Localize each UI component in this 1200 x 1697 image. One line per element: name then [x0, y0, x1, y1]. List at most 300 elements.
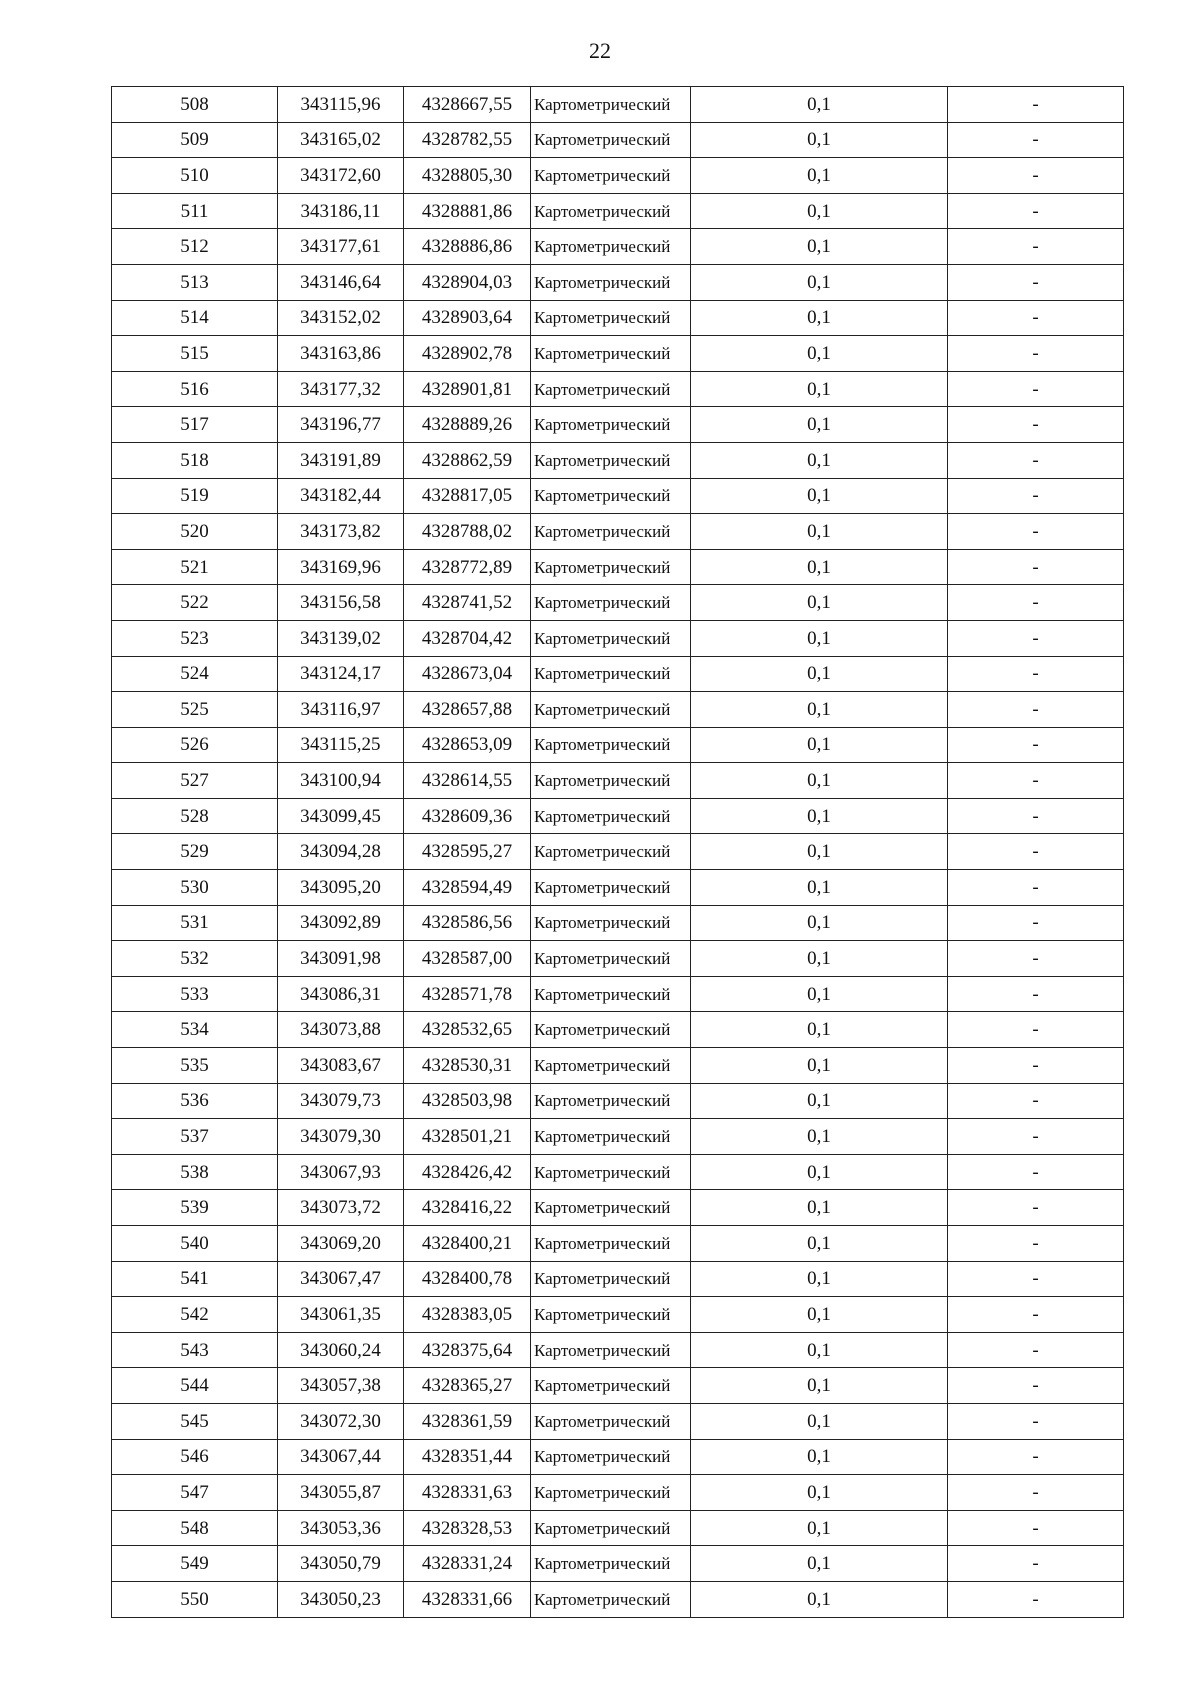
accuracy-cell: 0,1: [691, 229, 948, 265]
accuracy-cell: 0,1: [691, 1154, 948, 1190]
x-coordinate-cell: 343116,97: [278, 692, 404, 728]
accuracy-cell: 0,1: [691, 798, 948, 834]
y-coordinate-cell: 4328331,66: [404, 1581, 531, 1617]
method-cell: Картометрический: [531, 193, 691, 229]
table-row: [112, 549, 1124, 585]
method-cell: Картометрический: [531, 905, 691, 941]
point-number-cell: 540: [112, 1226, 278, 1262]
note-cell: -: [948, 1119, 1124, 1155]
method-cell: Картометрический: [531, 1546, 691, 1582]
x-coordinate-cell: 343057,38: [278, 1368, 404, 1404]
table-row: [112, 976, 1124, 1012]
x-coordinate-cell: 343169,96: [278, 549, 404, 585]
method-cell: Картометрический: [531, 976, 691, 1012]
method-cell: Картометрический: [531, 1048, 691, 1084]
point-number-cell: 545: [112, 1403, 278, 1439]
y-coordinate-cell: 4328881,86: [404, 193, 531, 229]
point-number-cell: 513: [112, 264, 278, 300]
x-coordinate-cell: 343099,45: [278, 798, 404, 834]
note-cell: -: [948, 1546, 1124, 1582]
x-coordinate-cell: 343152,02: [278, 300, 404, 336]
table-row: [112, 727, 1124, 763]
accuracy-cell: 0,1: [691, 1510, 948, 1546]
note-cell: -: [948, 870, 1124, 906]
x-coordinate-cell: 343156,58: [278, 585, 404, 621]
x-coordinate-cell: 343073,72: [278, 1190, 404, 1226]
accuracy-cell: 0,1: [691, 727, 948, 763]
method-cell: Картометрический: [531, 656, 691, 692]
table-row: [112, 193, 1124, 229]
y-coordinate-cell: 4328331,63: [404, 1475, 531, 1511]
point-number-cell: 544: [112, 1368, 278, 1404]
note-cell: -: [948, 122, 1124, 158]
y-coordinate-cell: 4328889,26: [404, 407, 531, 443]
accuracy-cell: 0,1: [691, 300, 948, 336]
accuracy-cell: 0,1: [691, 1297, 948, 1333]
y-coordinate-cell: 4328609,36: [404, 798, 531, 834]
x-coordinate-cell: 343115,25: [278, 727, 404, 763]
table-row: [112, 1439, 1124, 1475]
point-number-cell: 517: [112, 407, 278, 443]
point-number-cell: 520: [112, 514, 278, 550]
method-cell: Картометрический: [531, 1226, 691, 1262]
table-row: [112, 1581, 1124, 1617]
table-row: [112, 122, 1124, 158]
note-cell: -: [948, 549, 1124, 585]
note-cell: -: [948, 1154, 1124, 1190]
x-coordinate-cell: 343060,24: [278, 1332, 404, 1368]
method-cell: Картометрический: [531, 158, 691, 194]
method-cell: Картометрический: [531, 1012, 691, 1048]
accuracy-cell: 0,1: [691, 193, 948, 229]
note-cell: -: [948, 87, 1124, 123]
x-coordinate-cell: 343177,32: [278, 371, 404, 407]
point-number-cell: 526: [112, 727, 278, 763]
method-cell: Картометрический: [531, 122, 691, 158]
accuracy-cell: 0,1: [691, 1546, 948, 1582]
accuracy-cell: 0,1: [691, 1048, 948, 1084]
note-cell: -: [948, 941, 1124, 977]
y-coordinate-cell: 4328416,22: [404, 1190, 531, 1226]
y-coordinate-cell: 4328772,89: [404, 549, 531, 585]
note-cell: -: [948, 1261, 1124, 1297]
coordinates-table: [111, 86, 1124, 1618]
method-cell: Картометрический: [531, 1439, 691, 1475]
point-number-cell: 530: [112, 870, 278, 906]
method-cell: Картометрический: [531, 264, 691, 300]
method-cell: Картометрический: [531, 1190, 691, 1226]
point-number-cell: 532: [112, 941, 278, 977]
note-cell: -: [948, 763, 1124, 799]
x-coordinate-cell: 343146,64: [278, 264, 404, 300]
y-coordinate-cell: 4328532,65: [404, 1012, 531, 1048]
y-coordinate-cell: 4328594,49: [404, 870, 531, 906]
x-coordinate-cell: 343055,87: [278, 1475, 404, 1511]
table-row: [112, 585, 1124, 621]
y-coordinate-cell: 4328862,59: [404, 442, 531, 478]
point-number-cell: 515: [112, 336, 278, 372]
y-coordinate-cell: 4328587,00: [404, 941, 531, 977]
table-row: [112, 1403, 1124, 1439]
accuracy-cell: 0,1: [691, 442, 948, 478]
accuracy-cell: 0,1: [691, 371, 948, 407]
table-row: [112, 442, 1124, 478]
table-row: [112, 1546, 1124, 1582]
point-number-cell: 524: [112, 656, 278, 692]
point-number-cell: 548: [112, 1510, 278, 1546]
note-cell: -: [948, 1510, 1124, 1546]
point-number-cell: 543: [112, 1332, 278, 1368]
point-number-cell: 521: [112, 549, 278, 585]
method-cell: Картометрический: [531, 1261, 691, 1297]
x-coordinate-cell: 343139,02: [278, 620, 404, 656]
table-row: [112, 692, 1124, 728]
table-row: [112, 620, 1124, 656]
table-row: [112, 1332, 1124, 1368]
accuracy-cell: 0,1: [691, 585, 948, 621]
point-number-cell: 542: [112, 1297, 278, 1333]
method-cell: Картометрический: [531, 1403, 691, 1439]
y-coordinate-cell: 4328375,64: [404, 1332, 531, 1368]
accuracy-cell: 0,1: [691, 1368, 948, 1404]
x-coordinate-cell: 343124,17: [278, 656, 404, 692]
y-coordinate-cell: 4328530,31: [404, 1048, 531, 1084]
point-number-cell: 539: [112, 1190, 278, 1226]
table-row: [112, 1475, 1124, 1511]
table-row: [112, 1012, 1124, 1048]
table-row: [112, 1190, 1124, 1226]
y-coordinate-cell: 4328503,98: [404, 1083, 531, 1119]
x-coordinate-cell: 343163,86: [278, 336, 404, 372]
y-coordinate-cell: 4328667,55: [404, 87, 531, 123]
y-coordinate-cell: 4328904,03: [404, 264, 531, 300]
accuracy-cell: 0,1: [691, 1190, 948, 1226]
point-number-cell: 536: [112, 1083, 278, 1119]
table-row: [112, 870, 1124, 906]
y-coordinate-cell: 4328805,30: [404, 158, 531, 194]
point-number-cell: 516: [112, 371, 278, 407]
x-coordinate-cell: 343182,44: [278, 478, 404, 514]
y-coordinate-cell: 4328361,59: [404, 1403, 531, 1439]
y-coordinate-cell: 4328886,86: [404, 229, 531, 265]
method-cell: Картометрический: [531, 229, 691, 265]
y-coordinate-cell: 4328657,88: [404, 692, 531, 728]
point-number-cell: 511: [112, 193, 278, 229]
method-cell: Картометрический: [531, 585, 691, 621]
method-cell: Картометрический: [531, 941, 691, 977]
method-cell: Картометрический: [531, 87, 691, 123]
table-row: [112, 1154, 1124, 1190]
x-coordinate-cell: 343191,89: [278, 442, 404, 478]
accuracy-cell: 0,1: [691, 87, 948, 123]
x-coordinate-cell: 343100,94: [278, 763, 404, 799]
x-coordinate-cell: 343069,20: [278, 1226, 404, 1262]
note-cell: -: [948, 1403, 1124, 1439]
table-row: [112, 834, 1124, 870]
method-cell: Картометрический: [531, 1510, 691, 1546]
accuracy-cell: 0,1: [691, 158, 948, 194]
x-coordinate-cell: 343053,36: [278, 1510, 404, 1546]
table-row: [112, 1083, 1124, 1119]
x-coordinate-cell: 343177,61: [278, 229, 404, 265]
note-cell: -: [948, 1475, 1124, 1511]
coordinates-table-body: [112, 87, 1124, 1618]
point-number-cell: 534: [112, 1012, 278, 1048]
table-row: [112, 1048, 1124, 1084]
note-cell: -: [948, 1012, 1124, 1048]
table-row: [112, 87, 1124, 123]
page-number: 22: [589, 38, 611, 63]
point-number-cell: 527: [112, 763, 278, 799]
y-coordinate-cell: 4328351,44: [404, 1439, 531, 1475]
accuracy-cell: 0,1: [691, 1083, 948, 1119]
table-row: [112, 1510, 1124, 1546]
note-cell: -: [948, 514, 1124, 550]
y-coordinate-cell: 4328400,78: [404, 1261, 531, 1297]
y-coordinate-cell: 4328741,52: [404, 585, 531, 621]
point-number-cell: 514: [112, 300, 278, 336]
y-coordinate-cell: 4328903,64: [404, 300, 531, 336]
table-row: [112, 300, 1124, 336]
y-coordinate-cell: 4328782,55: [404, 122, 531, 158]
x-coordinate-cell: 343091,98: [278, 941, 404, 977]
accuracy-cell: 0,1: [691, 336, 948, 372]
accuracy-cell: 0,1: [691, 1581, 948, 1617]
table-row: [112, 264, 1124, 300]
accuracy-cell: 0,1: [691, 620, 948, 656]
x-coordinate-cell: 343196,77: [278, 407, 404, 443]
accuracy-cell: 0,1: [691, 1261, 948, 1297]
point-number-cell: 547: [112, 1475, 278, 1511]
accuracy-cell: 0,1: [691, 1332, 948, 1368]
table-row: [112, 407, 1124, 443]
x-coordinate-cell: 343067,93: [278, 1154, 404, 1190]
x-coordinate-cell: 343186,11: [278, 193, 404, 229]
accuracy-cell: 0,1: [691, 656, 948, 692]
note-cell: -: [948, 478, 1124, 514]
x-coordinate-cell: 343165,02: [278, 122, 404, 158]
y-coordinate-cell: 4328595,27: [404, 834, 531, 870]
y-coordinate-cell: 4328902,78: [404, 336, 531, 372]
table-row: [112, 1226, 1124, 1262]
point-number-cell: 535: [112, 1048, 278, 1084]
note-cell: -: [948, 300, 1124, 336]
point-number-cell: 523: [112, 620, 278, 656]
point-number-cell: 529: [112, 834, 278, 870]
table-row: [112, 1261, 1124, 1297]
accuracy-cell: 0,1: [691, 763, 948, 799]
y-coordinate-cell: 4328331,24: [404, 1546, 531, 1582]
note-cell: -: [948, 1083, 1124, 1119]
x-coordinate-cell: 343173,82: [278, 514, 404, 550]
method-cell: Картометрический: [531, 371, 691, 407]
x-coordinate-cell: 343079,73: [278, 1083, 404, 1119]
accuracy-cell: 0,1: [691, 1012, 948, 1048]
accuracy-cell: 0,1: [691, 407, 948, 443]
method-cell: Картометрический: [531, 1475, 691, 1511]
table-row: [112, 905, 1124, 941]
note-cell: -: [948, 1048, 1124, 1084]
table-row: [112, 656, 1124, 692]
accuracy-cell: 0,1: [691, 941, 948, 977]
table-row: [112, 371, 1124, 407]
point-number-cell: 510: [112, 158, 278, 194]
note-cell: -: [948, 905, 1124, 941]
point-number-cell: 519: [112, 478, 278, 514]
accuracy-cell: 0,1: [691, 1439, 948, 1475]
y-coordinate-cell: 4328365,27: [404, 1368, 531, 1404]
accuracy-cell: 0,1: [691, 264, 948, 300]
table-row: [112, 336, 1124, 372]
method-cell: Картометрический: [531, 692, 691, 728]
x-coordinate-cell: 343086,31: [278, 976, 404, 1012]
x-coordinate-cell: 343050,79: [278, 1546, 404, 1582]
accuracy-cell: 0,1: [691, 976, 948, 1012]
x-coordinate-cell: 343094,28: [278, 834, 404, 870]
note-cell: -: [948, 798, 1124, 834]
note-cell: -: [948, 407, 1124, 443]
method-cell: Картометрический: [531, 442, 691, 478]
method-cell: Картометрический: [531, 763, 691, 799]
method-cell: Картометрический: [531, 1297, 691, 1333]
method-cell: Картометрический: [531, 798, 691, 834]
accuracy-cell: 0,1: [691, 478, 948, 514]
accuracy-cell: 0,1: [691, 1226, 948, 1262]
x-coordinate-cell: 343067,47: [278, 1261, 404, 1297]
note-cell: -: [948, 336, 1124, 372]
note-cell: -: [948, 1190, 1124, 1226]
y-coordinate-cell: 4328901,81: [404, 371, 531, 407]
y-coordinate-cell: 4328571,78: [404, 976, 531, 1012]
note-cell: -: [948, 1581, 1124, 1617]
x-coordinate-cell: 343092,89: [278, 905, 404, 941]
x-coordinate-cell: 343067,44: [278, 1439, 404, 1475]
table-row: [112, 478, 1124, 514]
table-row: [112, 1297, 1124, 1333]
note-cell: -: [948, 229, 1124, 265]
method-cell: Картометрический: [531, 1154, 691, 1190]
accuracy-cell: 0,1: [691, 122, 948, 158]
method-cell: Картометрический: [531, 549, 691, 585]
point-number-cell: 549: [112, 1546, 278, 1582]
accuracy-cell: 0,1: [691, 1119, 948, 1155]
y-coordinate-cell: 4328383,05: [404, 1297, 531, 1333]
x-coordinate-cell: 343073,88: [278, 1012, 404, 1048]
accuracy-cell: 0,1: [691, 870, 948, 906]
note-cell: -: [948, 656, 1124, 692]
method-cell: Картометрический: [531, 1332, 691, 1368]
method-cell: Картометрический: [531, 407, 691, 443]
y-coordinate-cell: 4328501,21: [404, 1119, 531, 1155]
accuracy-cell: 0,1: [691, 905, 948, 941]
accuracy-cell: 0,1: [691, 549, 948, 585]
table-row: [112, 763, 1124, 799]
note-cell: -: [948, 1439, 1124, 1475]
y-coordinate-cell: 4328653,09: [404, 727, 531, 763]
method-cell: Картометрический: [531, 1083, 691, 1119]
note-cell: -: [948, 1226, 1124, 1262]
method-cell: Картометрический: [531, 1368, 691, 1404]
method-cell: Картометрический: [531, 514, 691, 550]
method-cell: Картометрический: [531, 478, 691, 514]
point-number-cell: 531: [112, 905, 278, 941]
method-cell: Картометрический: [531, 1581, 691, 1617]
method-cell: Картометрический: [531, 834, 691, 870]
table-row: [112, 229, 1124, 265]
method-cell: Картометрический: [531, 300, 691, 336]
table-row: [112, 798, 1124, 834]
table-row: [112, 158, 1124, 194]
note-cell: -: [948, 1332, 1124, 1368]
note-cell: -: [948, 585, 1124, 621]
note-cell: -: [948, 442, 1124, 478]
y-coordinate-cell: 4328586,56: [404, 905, 531, 941]
method-cell: Картометрический: [531, 1119, 691, 1155]
table-row: [112, 1368, 1124, 1404]
x-coordinate-cell: 343115,96: [278, 87, 404, 123]
point-number-cell: 537: [112, 1119, 278, 1155]
note-cell: -: [948, 976, 1124, 1012]
point-number-cell: 538: [112, 1154, 278, 1190]
point-number-cell: 509: [112, 122, 278, 158]
note-cell: -: [948, 1368, 1124, 1404]
point-number-cell: 512: [112, 229, 278, 265]
point-number-cell: 550: [112, 1581, 278, 1617]
accuracy-cell: 0,1: [691, 1403, 948, 1439]
point-number-cell: 533: [112, 976, 278, 1012]
y-coordinate-cell: 4328426,42: [404, 1154, 531, 1190]
y-coordinate-cell: 4328614,55: [404, 763, 531, 799]
point-number-cell: 525: [112, 692, 278, 728]
accuracy-cell: 0,1: [691, 1475, 948, 1511]
table-row: [112, 514, 1124, 550]
note-cell: -: [948, 727, 1124, 763]
accuracy-cell: 0,1: [691, 834, 948, 870]
note-cell: -: [948, 834, 1124, 870]
point-number-cell: 518: [112, 442, 278, 478]
y-coordinate-cell: 4328673,04: [404, 656, 531, 692]
y-coordinate-cell: 4328400,21: [404, 1226, 531, 1262]
method-cell: Картометрический: [531, 620, 691, 656]
accuracy-cell: 0,1: [691, 692, 948, 728]
table-row: [112, 1119, 1124, 1155]
point-number-cell: 522: [112, 585, 278, 621]
y-coordinate-cell: 4328817,05: [404, 478, 531, 514]
point-number-cell: 508: [112, 87, 278, 123]
x-coordinate-cell: 343072,30: [278, 1403, 404, 1439]
point-number-cell: 541: [112, 1261, 278, 1297]
note-cell: -: [948, 692, 1124, 728]
accuracy-cell: 0,1: [691, 514, 948, 550]
table-row: [112, 941, 1124, 977]
point-number-cell: 528: [112, 798, 278, 834]
note-cell: -: [948, 193, 1124, 229]
x-coordinate-cell: 343083,67: [278, 1048, 404, 1084]
x-coordinate-cell: 343050,23: [278, 1581, 404, 1617]
y-coordinate-cell: 4328788,02: [404, 514, 531, 550]
method-cell: Картометрический: [531, 870, 691, 906]
note-cell: -: [948, 371, 1124, 407]
y-coordinate-cell: 4328328,53: [404, 1510, 531, 1546]
method-cell: Картометрический: [531, 336, 691, 372]
note-cell: -: [948, 158, 1124, 194]
x-coordinate-cell: 343079,30: [278, 1119, 404, 1155]
note-cell: -: [948, 620, 1124, 656]
note-cell: -: [948, 264, 1124, 300]
note-cell: -: [948, 1297, 1124, 1333]
method-cell: Картометрический: [531, 727, 691, 763]
x-coordinate-cell: 343061,35: [278, 1297, 404, 1333]
